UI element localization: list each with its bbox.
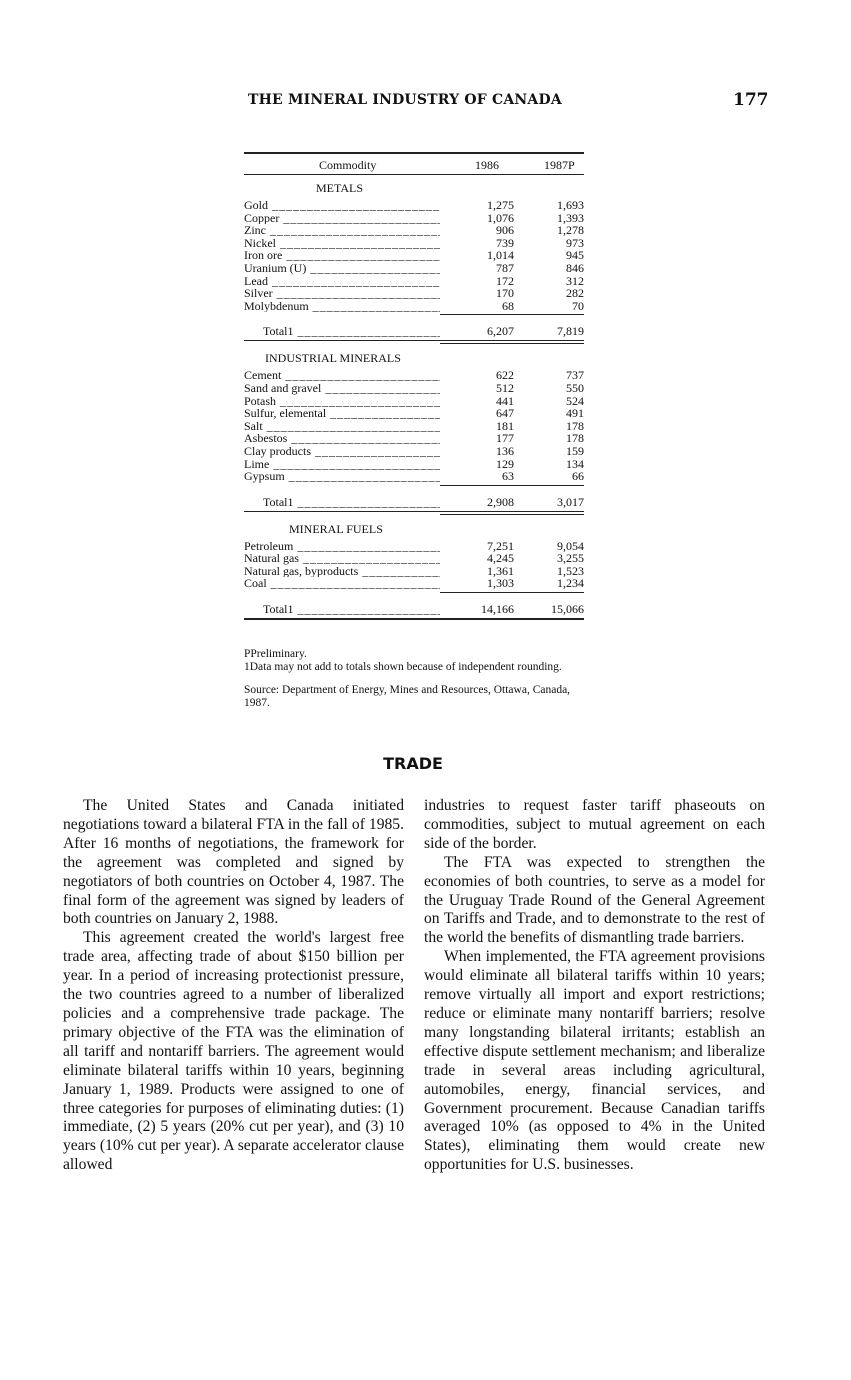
table-row <box>244 420 584 433</box>
section-heading <box>244 345 584 369</box>
value-1987: 66 <box>572 469 584 484</box>
value-1986: 68 <box>502 298 514 313</box>
value-1987: 178 <box>566 418 584 433</box>
table-row <box>244 565 584 578</box>
section-heading-industrial-minerals: INDUSTRIAL MINERALS <box>265 351 401 366</box>
commodity-name: Potash _____ <box>244 395 440 408</box>
note-rounding: 1Data may not add to totals shown because of independent rounding. <box>244 661 562 673</box>
table-row <box>244 577 584 590</box>
total-1986: 6,207 <box>487 324 514 339</box>
value-1986: 512 <box>496 380 514 395</box>
total-row-mineral-fuels <box>244 596 584 617</box>
body-column-right <box>424 797 765 1175</box>
value-1986: 787 <box>496 260 514 275</box>
value-1986: 1,361 <box>487 563 514 578</box>
value-1986: 129 <box>496 456 514 471</box>
table-row <box>244 237 584 250</box>
value-1987: 550 <box>566 380 584 395</box>
value-1986: 181 <box>496 418 514 433</box>
value-1987: 3,255 <box>557 551 584 566</box>
commodity-name: Silver _____ <box>244 287 440 300</box>
value-1987: 524 <box>566 393 584 408</box>
value-1986: 172 <box>496 273 514 288</box>
total-1986: 2,908 <box>487 494 514 509</box>
commodity-name: Nickel _____ <box>244 237 440 250</box>
commodity-name: Iron ore _____ <box>244 249 440 262</box>
table-row <box>244 224 584 237</box>
value-1987: 159 <box>566 443 584 458</box>
section-heading <box>244 516 584 540</box>
value-1986: 177 <box>496 431 514 446</box>
value-1987: 973 <box>566 235 584 250</box>
value-1987: 491 <box>566 406 584 421</box>
commodity-name: Gypsum _____ <box>244 470 440 483</box>
commodity-name: Sulfur, elemental _____ <box>244 407 440 420</box>
total-1987: 15,066 <box>551 602 584 617</box>
paragraph: When implemented, the FTA agreement provisions would eliminate all bilateral tariffs within 10 years; remove virtually all import and export restrictions; reduce or eliminate many nontariff barriers; resolve many longstanding bilateral irritants; establish an effective dispute settlement mechanism; and liberalize trade in several areas including agricultural, automobiles, energy, financial services, and Government procurement. Because Canadian tariffs averaged 10% (as opposed to 4% in the United States), eliminating them would create new opportunities for U.S. businesses. <box>424 948 765 1174</box>
value-1986: 1,303 <box>487 576 514 591</box>
table-row <box>244 395 584 408</box>
total-row-metals <box>244 318 584 339</box>
value-1987: 945 <box>566 248 584 263</box>
total-1987: 7,819 <box>557 324 584 339</box>
table-row <box>244 369 584 382</box>
total-row-industrial-minerals <box>244 489 584 510</box>
table-row <box>244 407 584 420</box>
total-label: Total1 _____ <box>263 495 440 510</box>
value-1987: 1,693 <box>557 198 584 212</box>
value-1986: 739 <box>496 235 514 250</box>
value-1987: 1,523 <box>557 563 584 578</box>
commodity-name: Sand and gravel _____ <box>244 382 440 395</box>
commodity-name: Salt _____ <box>244 420 440 433</box>
value-1986: 170 <box>496 286 514 301</box>
commodity-name: Lime _____ <box>244 458 440 471</box>
total-label: Total1 _____ <box>263 602 440 617</box>
table-row <box>244 262 584 275</box>
table-row <box>244 470 584 483</box>
commodity-name: Asbestos _____ <box>244 432 440 445</box>
commodity-name: Uranium (U) _____ <box>244 262 440 275</box>
value-1987: 312 <box>566 273 584 288</box>
paragraph: The FTA was expected to strengthen the economies of both countries, to serve as a model for the Uruguay Trade Round of the General Agreement on Tariffs and Trade, and to demonstrate to the rest of the world the benefits of dismantling trade barriers. <box>424 853 765 947</box>
commodity-table <box>244 152 584 623</box>
note-preliminary: PPreliminary. <box>244 648 307 660</box>
value-1986: 63 <box>502 469 514 484</box>
commodity-name: Zinc _____ <box>244 224 440 237</box>
value-1986: 906 <box>496 223 514 238</box>
value-1987: 846 <box>566 260 584 275</box>
commodity-name: Petroleum _____ <box>244 540 440 553</box>
value-1987: 737 <box>566 368 584 383</box>
value-1987: 70 <box>572 298 584 313</box>
table-row <box>244 540 584 553</box>
page-number: 177 <box>733 90 769 110</box>
value-1986: 7,251 <box>487 538 514 553</box>
table-row <box>244 458 584 471</box>
table-row <box>244 300 584 313</box>
table-row <box>244 287 584 300</box>
value-1986: 4,245 <box>487 551 514 566</box>
commodity-name: Natural gas _____ <box>244 552 440 565</box>
note-source: Source: Department of Energy, Mines and Resources, Ottawa, Canada, 1987. <box>244 684 571 709</box>
table-row <box>244 199 584 212</box>
body-column-left <box>63 797 404 1175</box>
commodity-name: Cement _____ <box>244 369 440 382</box>
table-row <box>244 382 584 395</box>
value-1986: 647 <box>496 406 514 421</box>
value-1986: 441 <box>496 393 514 408</box>
value-1986: 622 <box>496 368 514 383</box>
commodity-name: Clay products _____ <box>244 445 440 458</box>
column-header-commodity: Commodity <box>319 158 377 172</box>
column-header-1987: 1987P <box>544 158 575 172</box>
commodity-name: Natural gas, byproducts _____ <box>244 565 440 578</box>
paragraph: industries to request faster tariff phaseouts on commodities, subject to mutual agreement on each side of the border. <box>424 797 765 852</box>
value-1987: 134 <box>566 456 584 471</box>
value-1987: 178 <box>566 431 584 446</box>
value-1986: 136 <box>496 443 514 458</box>
value-1987: 1,278 <box>557 223 584 238</box>
table-row <box>244 445 584 458</box>
table-row <box>244 552 584 565</box>
value-1987: 1,234 <box>557 576 584 591</box>
commodity-name: Coal _____ <box>244 577 440 590</box>
value-1986: 1,275 <box>487 198 514 212</box>
table-row <box>244 249 584 262</box>
section-heading-mineral-fuels: MINERAL FUELS <box>289 521 383 536</box>
table-row <box>244 212 584 225</box>
table-row <box>244 432 584 445</box>
value-1987: 9,054 <box>557 538 584 553</box>
commodity-name: Molybdenum _____ <box>244 300 440 313</box>
table-notes <box>244 648 584 710</box>
section-title: TRADE <box>383 754 443 773</box>
table-bottom-rule <box>244 617 584 623</box>
value-1986: 1,014 <box>487 248 514 263</box>
value-1986: 1,076 <box>487 210 514 225</box>
paragraph: This agreement created the world's largest free trade area, affecting trade of about $150 billion per year. In a period of increasing protectionist pressure, the two countries agreed to a number of liberalized policies and a comprehensive trade package. The primary objective of the FTA was the elimination of all tariff and nontariff barriers. The agreement would eliminate bilateral tariffs within 10 years, beginning January 1, 1989. Products were assigned to one of three categories for purposes of eliminating duties: (1) immediate, (2) 5 years (20% cut per year), and (3) 10 years (10% cut per year). A separate accelerator clause allowed <box>63 929 404 1174</box>
commodity-name: Copper _____ <box>244 212 440 225</box>
paragraph: The United States and Canada initiated negotiations toward a bilateral FTA in the fall of 1985. After 16 months of negotiations, the framework for the agreement was completed and signed by negotiators of both countries on October 4, 1987. The final form of the agreement was signed by leaders of both countries on January 2, 1988. <box>63 797 404 928</box>
total-1987: 3,017 <box>557 494 584 509</box>
value-1987: 282 <box>566 286 584 301</box>
value-1987: 1,393 <box>557 210 584 225</box>
column-header-1986: 1986 <box>475 158 499 172</box>
section-heading <box>244 175 584 199</box>
section-heading-metals: METALS <box>316 181 364 195</box>
total-1986: 14,166 <box>481 602 514 617</box>
commodity-name: Lead _____ <box>244 275 440 288</box>
commodity-name: Gold _____ <box>244 199 440 212</box>
table-header <box>244 154 584 174</box>
table-row <box>244 275 584 288</box>
total-label: Total1 _____ <box>263 324 440 339</box>
running-title: THE MINERAL INDUSTRY OF CANADA <box>248 92 562 108</box>
